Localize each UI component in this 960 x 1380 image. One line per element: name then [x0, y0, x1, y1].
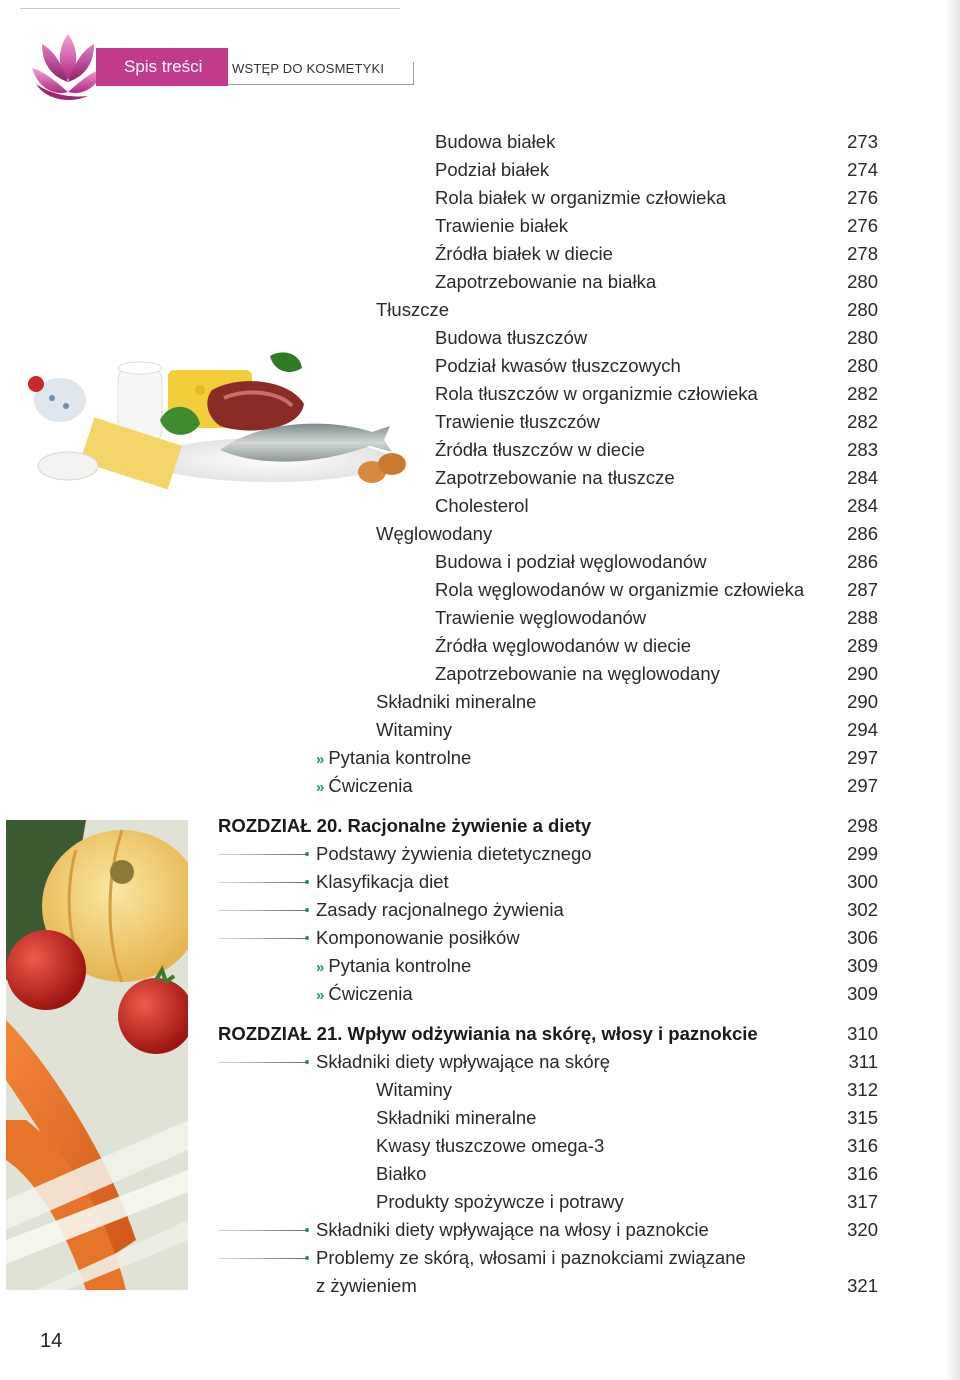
toc-entry-title: Źródła tłuszczów w diecie	[435, 439, 645, 460]
toc-page-number: 280	[847, 299, 878, 320]
double-chevron-icon: »	[316, 751, 325, 768]
toc-row	[0, 1104, 960, 1132]
toc-page-number: 312	[847, 1079, 878, 1100]
toc-page-number: 274	[847, 159, 878, 180]
leader-line	[218, 938, 306, 939]
toc-entry-title: Witaminy	[376, 1079, 453, 1100]
toc-row	[0, 1188, 960, 1216]
toc-page-number: 276	[847, 187, 878, 208]
chapter-number: ROZDZIAŁ 20.	[218, 815, 343, 836]
toc-entry-title: Komponowanie posiłków	[316, 927, 520, 948]
toc-row	[0, 868, 960, 896]
double-chevron-icon: »	[316, 959, 325, 976]
toc-entry-title	[316, 952, 471, 982]
toc-page-number: 316	[847, 1163, 878, 1184]
toc-row	[0, 492, 960, 520]
page-number: 14	[40, 1330, 63, 1352]
top-rule	[20, 8, 400, 9]
toc-page-number: 290	[847, 691, 878, 712]
toc-row	[0, 1132, 960, 1160]
toc-row	[0, 744, 960, 772]
toc-entry-title	[218, 812, 591, 840]
toc-entry-title: Białko	[376, 1163, 427, 1184]
toc-row	[0, 408, 960, 436]
leader-line	[218, 882, 306, 883]
toc-entry-title: Źródła węglowodanów w diecie	[435, 635, 692, 656]
toc-row	[0, 952, 960, 980]
toc-entry-title: Cholesterol	[435, 495, 529, 516]
toc-entry-title: Budowa białek	[435, 131, 556, 152]
toc-row	[0, 520, 960, 548]
toc-page-number: 320	[847, 1219, 878, 1240]
toc-page-number: 309	[847, 955, 878, 976]
chapter-title: Racjonalne żywienie a diety	[347, 815, 592, 836]
toc-entry-title: Podział kwasów tłuszczowych	[435, 355, 681, 376]
toc-entry-title: Podstawy żywienia dietetycznego	[316, 843, 592, 864]
toc-page-number: 311	[848, 1051, 878, 1072]
toc-entry-title: Składniki diety wpływające na włosy i paznokcie	[316, 1219, 709, 1240]
toc-entry-title: Trawienie białek	[435, 215, 568, 236]
toc-entry-title: Składniki mineralne	[376, 691, 537, 712]
toc-entry-title: Zapotrzebowanie na węglowodany	[435, 663, 720, 684]
toc-page-number: 283	[847, 439, 878, 460]
toc-entry-title	[316, 772, 413, 802]
toc-row	[0, 380, 960, 408]
toc-row	[0, 324, 960, 352]
toc-row	[0, 924, 960, 952]
toc-page-number: 300	[847, 871, 878, 892]
toc-chapter-row	[0, 812, 960, 840]
toc-entry-title: Zapotrzebowanie na białka	[435, 271, 657, 292]
toc-row	[0, 840, 960, 868]
toc-row	[0, 1244, 960, 1272]
toc-page-number: 273	[847, 131, 878, 152]
toc-page-number: 290	[847, 663, 878, 684]
toc-page-number: 298	[847, 815, 878, 836]
toc-page-number: 299	[847, 843, 878, 864]
toc-entry-title: Węglowodany	[376, 523, 493, 544]
toc-page-number: 282	[847, 411, 878, 432]
toc-row	[0, 240, 960, 268]
toc-row	[0, 212, 960, 240]
toc-page-number: 282	[847, 383, 878, 404]
toc-page-number: 280	[847, 355, 878, 376]
toc-entry-title: Rola tłuszczów w organizmie człowieka	[435, 383, 758, 404]
toc-tab-label: Spis treści	[96, 48, 228, 86]
toc-page-number: 306	[847, 927, 878, 948]
toc-page-number: 284	[847, 495, 878, 516]
toc-row	[0, 604, 960, 632]
toc-row	[0, 296, 960, 324]
toc-row	[0, 688, 960, 716]
toc-row	[0, 716, 960, 744]
toc-page-number: 289	[847, 635, 878, 656]
toc-row	[0, 1048, 960, 1076]
toc-page-number: 317	[847, 1191, 878, 1212]
toc-page-number: 278	[847, 243, 878, 264]
toc-row	[0, 128, 960, 156]
toc-entry-title: Budowa tłuszczów	[435, 327, 588, 348]
toc-entry-label: Ćwiczenia	[328, 775, 413, 796]
double-chevron-icon: »	[316, 779, 325, 796]
toc-page-number: 315	[847, 1107, 878, 1128]
toc-page-number: 288	[847, 607, 878, 628]
toc-entry-title: Tłuszcze	[376, 299, 449, 320]
toc-entry-title: Zapotrzebowanie na tłuszcze	[435, 467, 675, 488]
toc-page-number: 286	[847, 523, 878, 544]
toc-page-number: 294	[847, 719, 878, 740]
leader-line	[218, 910, 306, 911]
toc-row	[0, 548, 960, 576]
chapter-title: Wpływ odżywiania na skórę, włosy i paznokcie	[347, 1023, 758, 1044]
toc-entry-title	[316, 980, 413, 1010]
section-underline	[228, 84, 414, 85]
toc-entry-title: Zasady racjonalnego żywienia	[316, 899, 564, 920]
leader-line	[218, 1062, 306, 1063]
toc-page-number: 310	[847, 1023, 878, 1044]
toc-entry-title: Problemy ze skórą, włosami i paznokciami związane	[316, 1247, 746, 1268]
toc-row	[0, 632, 960, 660]
section-tick	[413, 62, 414, 85]
toc-entry-title: Klasyfikacja diet	[316, 871, 449, 892]
toc-page-number: 280	[847, 271, 878, 292]
toc-entry-title: Trawienie tłuszczów	[435, 411, 600, 432]
toc-row	[0, 896, 960, 924]
toc-row	[0, 1076, 960, 1104]
toc-entry-title: Kwasy tłuszczowe omega-3	[376, 1135, 605, 1156]
toc-entry-label: Pytania kontrolne	[328, 955, 472, 976]
toc-entry-label: Ćwiczenia	[328, 983, 413, 1004]
leader-line	[218, 1258, 306, 1259]
toc-page-number: 302	[847, 899, 878, 920]
toc-row	[0, 464, 960, 492]
toc-row	[0, 436, 960, 464]
toc-entry-title: Rola białek w organizmie człowieka	[435, 187, 726, 208]
toc-entry-title: Składniki mineralne	[376, 1107, 537, 1128]
toc-entry-title: Składniki diety wpływające na skórę	[316, 1051, 611, 1072]
toc-entry-title: Rola węglowodanów w organizmie człowieka	[435, 579, 805, 600]
leader-line	[218, 1230, 306, 1231]
toc-row	[0, 980, 960, 1008]
toc-entry-title	[218, 1020, 758, 1048]
toc-row	[0, 660, 960, 688]
leader-line	[218, 854, 306, 855]
toc-entry-label: Pytania kontrolne	[328, 747, 472, 768]
toc-entry-title: Budowa i podział węglowodanów	[435, 551, 707, 572]
toc-entry-title: Podział białek	[435, 159, 550, 180]
double-chevron-icon: »	[316, 987, 325, 1004]
toc-entry-title: z żywieniem	[316, 1275, 417, 1296]
toc-row	[0, 1272, 960, 1300]
toc-page-number: 280	[847, 327, 878, 348]
toc-page-number: 286	[847, 551, 878, 572]
chapter-number: ROZDZIAŁ 21.	[218, 1023, 343, 1044]
toc-row	[0, 184, 960, 212]
toc-page-number: 321	[847, 1275, 878, 1296]
toc-entry-title: Produkty spożywcze i potrawy	[376, 1191, 624, 1212]
toc-entry-title: Źródła białek w diecie	[435, 243, 613, 264]
toc-row	[0, 156, 960, 184]
toc-row	[0, 576, 960, 604]
toc-row	[0, 772, 960, 800]
toc-entry-title	[316, 744, 471, 774]
toc-page-number: 309	[847, 983, 878, 1004]
toc-entry-title: Trawienie węglowodanów	[435, 607, 647, 628]
toc-page-number: 297	[847, 775, 878, 796]
toc-row	[0, 352, 960, 380]
toc-page-number: 287	[847, 579, 878, 600]
toc-page-number: 276	[847, 215, 878, 236]
toc-row	[0, 1216, 960, 1244]
toc-page-number: 297	[847, 747, 878, 768]
toc-entry-title: Witaminy	[376, 719, 453, 740]
toc-page-number: 284	[847, 467, 878, 488]
toc-row	[0, 1160, 960, 1188]
section-label: WSTĘP DO KOSMETYKI	[232, 61, 385, 76]
toc-row	[0, 268, 960, 296]
toc-chapter-row	[0, 1020, 960, 1048]
toc-page-number: 316	[847, 1135, 878, 1156]
